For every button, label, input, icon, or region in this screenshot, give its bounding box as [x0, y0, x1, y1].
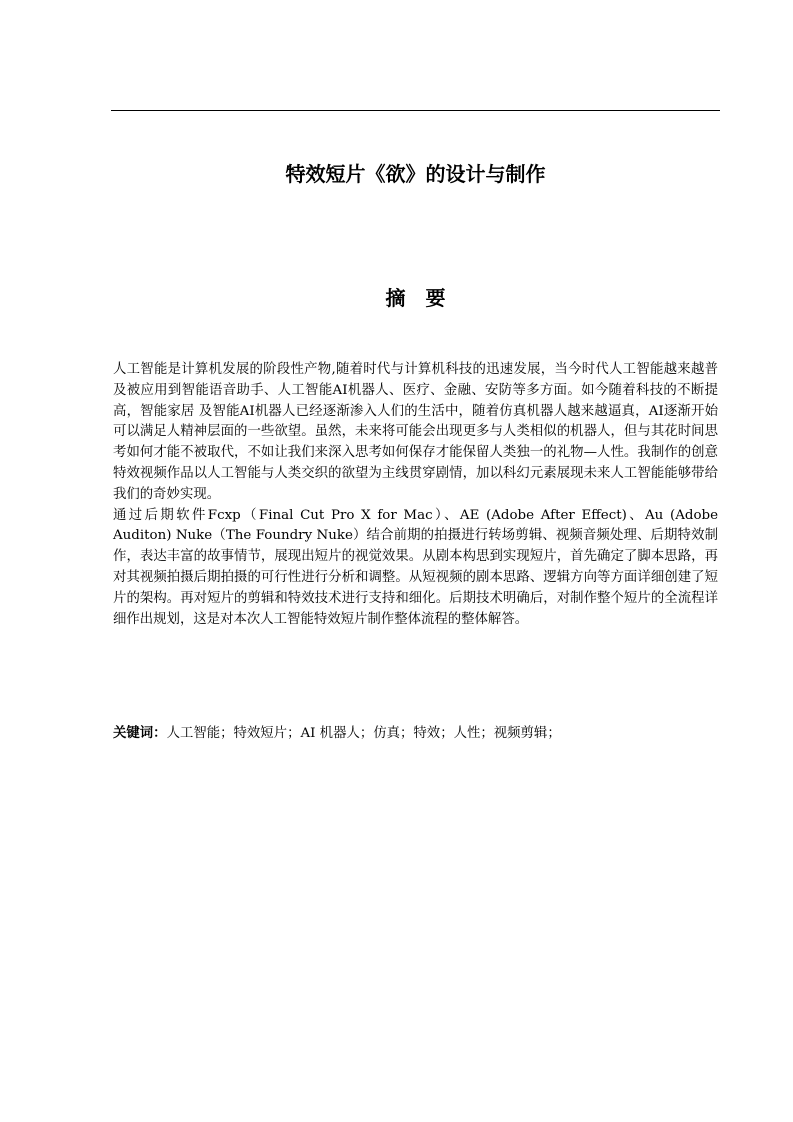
keywords-label: 关键词: [113, 725, 154, 741]
abstract-paragraph-2: 通过后期软件Fcxp（Final Cut Pro X for Mac）、AE (Adobe After Effect)、Au (Adobe Auditon) Nuke（The Foundry Nuke）结合前期的拍摄进行转场剪辑、视频音频处理、后期特效制作，表达丰富的故事情节，展现出短片的视觉效果。从剧本构思到实现短片，首先确定了脚本思路，再对其视频拍摄后期拍摄的可行性进行分析和调整。从短视频的剧本思路、逻辑方向等方面详细创建了短片的架构。再对短片的剪辑和特效技术进行支持和细化。后期技术明确后，对制作整个短片的全流程详细作出规划，这是对本次人工智能特效短片制作整体流程的整体解答。: [113, 507, 718, 627]
abstract-paragraph-1: 人工智能是计算机发展的阶段性产物,随着时代与计算机科技的迅速发展，当今时代人工智能越来越普及被应用到智能语音助手、人工智能AI机器人、医疗、金融、安防等多方面。如今随着科技的不断提高，智能家居 及智能AI机器人已经逐渐渗入人们的生活中，随着仿真机器人越来越逼真，AI逐渐开始可以满足人精神层面的一些欲望。虽然，未来将可能会出现更多与人类相似的机器人，但与其花时间思考如何才能不被取代，不如让我们来深入思考如何保存才能保留人类独一的礼物—人性。我制作的创意特效视频作品以人工智能与人类交织的欲望为主线贯穿剧情，加以科幻元素展现未来人工智能能够带给我们的奇妙实现。: [113, 362, 718, 502]
keywords-colon: ：: [153, 725, 167, 741]
keywords-text: 人工智能；特效短片；AI 机器人；仿真；特效；人性；视频剪辑；: [166, 726, 561, 741]
keywords-line: [113, 722, 718, 745]
abstract-heading: 摘 要: [385, 286, 446, 310]
header-rule: [111, 110, 720, 111]
abstract-body: [113, 360, 718, 630]
document-title: 特效短片《欲》的设计与制作: [285, 162, 546, 186]
